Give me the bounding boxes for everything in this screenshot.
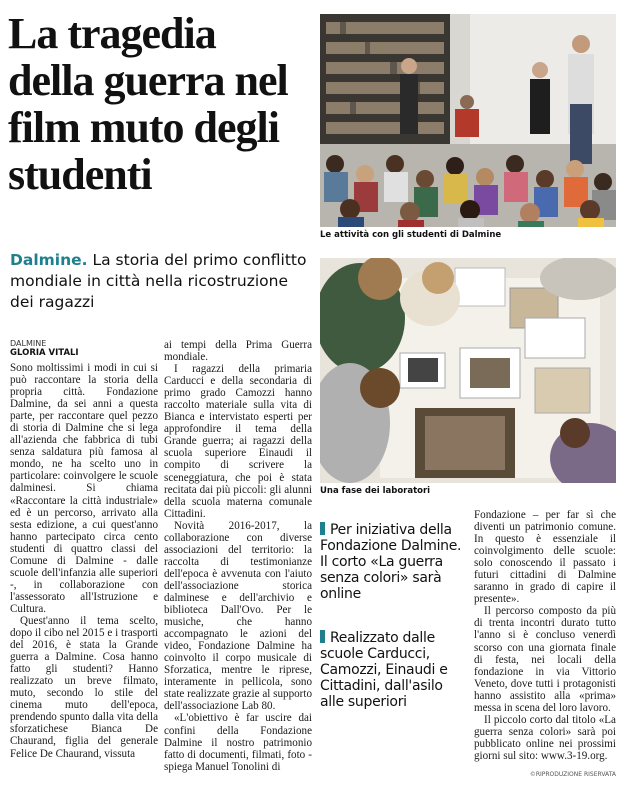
photo-students-activity [320,14,616,227]
article-column-1 [10,362,158,762]
article-paragraph: Quest'anno il tema scelto, dopo il cibo nel 2015 e i trasporti del 2016, è stata la Grande guerra a Dalmine. Cosa hanno fatto gli studenti? Hanno realizzato un breve filmato, muto, secondo lo stile del cinema muto dell'epoca, prendendo spunto dalla vita della sforzatichese Bianca De Chaurand, figlia del generale Felice De Chaurand, vissuta [10,614,158,760]
byline-place: DALMINE [10,339,47,348]
photo-caption-2: Una fase dei laboratori [320,486,431,496]
headline: La tragedia della guerra nel film muto degli studenti [8,9,288,199]
pull-quote-2 [320,630,468,710]
photo-workshop [320,258,616,483]
pull-quote-2-text: Realizzato dalle scuole Carducci, Camozzi, Einaudi e Cittadini, dall'asilo alle superiori [320,630,448,710]
copyright-notice: ©RIPRODUZIONE RISERVATA [529,771,616,778]
article-paragraph: I ragazzi della primaria Carducci e della secondaria di primo grado Camozzi hanno raccolto materiale sulla vita di Bianca e intervistato esperti per approfondire il tema della Grande guerra; ai ragazzi della scuola superiore Einaudi il compito di scrivere la sceneggiatura, che poi è stata recitata dai più piccoli: gli alunni della scuola materna comunale Cittadini. [164,363,312,520]
photo-caption-1: Le attività con gli studenti di Dalmine [320,230,502,240]
article-paragraph: Il percorso composto da più di trenta incontri durato tutto l'anno si è concluso venerdì scorso con una giornata finale di festa, nei locali della fondazione in via Vittorio Veneto, dove tutti i protagonisti hanno assistito alla «prima» messa in scena del loro lavoro. [474,605,616,714]
subheadline-lead: Dalmine. [10,251,88,269]
pull-quote-1-text: Per iniziativa della Fondazione Dalmine. Il corto «La guerra senza colori» sarà online [320,522,462,602]
article-paragraph: Novità 2016-2017, la collaborazione con diverse associazioni del territorio: la raccolta di testimonianze dell'epoca è avvenuta con l'aiuto dell'associazione storica dalminese e dell'archivio e biblioteca Dall'Ovo. Per le musiche, che hanno accompagnato le azioni del video, Fondazione Dalmine ha coinvolto il corpo musicale di Sforzatica, mentre le riprese, interamente in pellicola, sono state realizzate grazie al supporto dell'associazione Lab 80. [164,519,312,713]
article-paragraph: Il piccolo corto dal titolo «La guerra senza colori» sarà poi pubblicato online nei prossimi giorni sul sito: www.3-19.org. [474,713,616,762]
pull-quote-bar [320,522,325,535]
subheadline-text: La storia del primo conflitto mondiale in città nella ricostruzione dei ragazzi [10,251,307,311]
subheadline [10,250,310,313]
article-column-4 [474,509,616,769]
byline-author: GLORIA VITALI [10,348,79,358]
pull-quote-1 [320,522,468,602]
photo-workshop-image [320,258,616,483]
article-paragraph: ai tempi della Prima Guerra mondiale. [164,339,312,364]
pull-quote-bar [320,630,325,643]
photo-students-activity-image [320,14,616,227]
article-column-2 [164,339,312,773]
article-paragraph: «L'obiettivo è far uscire dai confini della Fondazione Dalmine il nostro patrimonio fatto di documenti, filmati, foto -spiega Manuel Tonolini di [164,712,312,773]
article-paragraph: Fondazione – per far sì che diventi un patrimonio comune. In questo è essenziale il coinvolgimento delle scuole: solo conoscendo il passato i futuri cittadini di Dalmine saranno in grado di capire il presente». [474,509,616,606]
article-paragraph: Sono moltissimi i modi in cui si può raccontare la storia della propria città. Fondazione Dalmine, da sei anni a questa parte, per raccontare quel pezzo di storia di Dalmine che si lega all'azienda che fabbrica di tubi senza saldatura più famosa al mondo, ne ha scelto uno in particolare: coinvolgere le scuole dalminesi. Si chiama «Raccontare la città industriale» ed è un percorso, arrivato alla sesta edizione, a cui quest'anno hanno partecipato circa cento studenti di quattro classi del Comune di Dalmine - dalle scuole dell'infanzia alle superiori -, in collaborazione con l'assessorato all'Istruzione e Cultura. [10,362,158,615]
